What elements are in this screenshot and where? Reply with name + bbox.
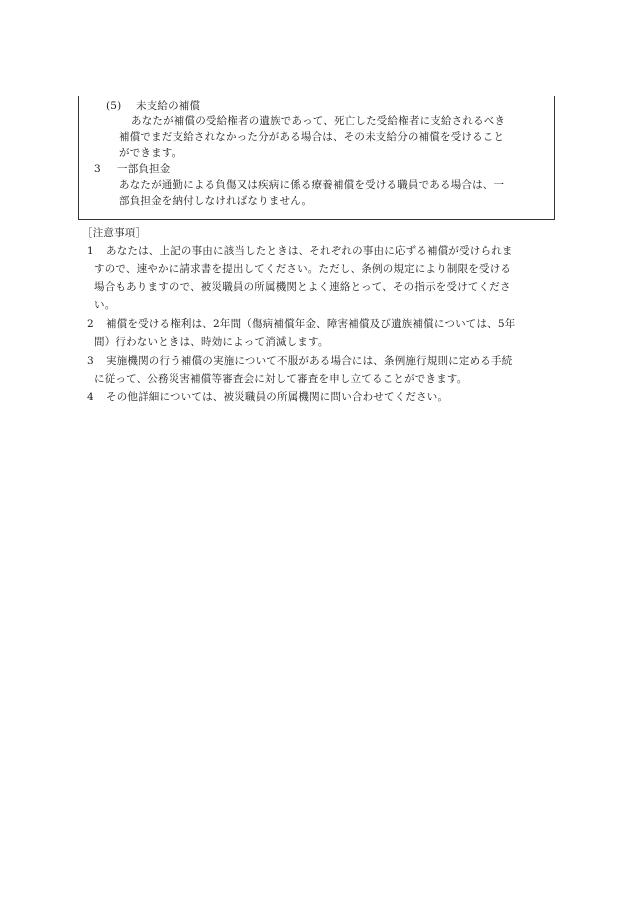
note3-text-line: に従って、公務災害補償等審査会に対して審査を申し立てることができます。 bbox=[94, 373, 468, 385]
note3-number: 3 bbox=[87, 355, 94, 367]
note2-number: 2 bbox=[87, 318, 94, 330]
note2-text-line: 間）行わないときは、時効によって消滅します。 bbox=[94, 336, 329, 348]
item5-number: (5) bbox=[106, 100, 122, 112]
item5-text-line: 補償でまだ支給されなかった分がある場合は、その未支給分の補償を受けること bbox=[119, 131, 505, 143]
note1-text-line: すので、速やかに請求書を提出してください。ただし、条例の規定により制限を受ける bbox=[94, 263, 512, 275]
item3-text-line: 部負担金を納付しなければなりません。 bbox=[119, 195, 313, 207]
notes-heading: ［注意事項］ bbox=[82, 227, 147, 239]
note2-text-line: 補償を受ける権利は、2年間（傷病補償年金、障害補償及び遺族補償については、5年 bbox=[106, 318, 516, 330]
item3-number: 3 bbox=[94, 163, 101, 175]
item5-text-line: ができます。 bbox=[119, 147, 183, 159]
note1-text-line: い。 bbox=[94, 299, 116, 311]
item3-text-line: あなたが通勤による負傷又は疾病に係る療養補償を受ける職員である場合は、一 bbox=[119, 179, 505, 191]
item5-title: 未支給の補償 bbox=[136, 100, 201, 112]
note1-text-line: 場合もありますので、被災職員の所属機関とよく連絡とって、その指示を受けてくださ bbox=[94, 281, 511, 293]
note4-number: 4 bbox=[87, 391, 94, 403]
item5-text-line: あなたが補償の受給権者の遺族であって、死亡した受給権者に支給されるべき bbox=[131, 115, 506, 127]
note1-number: 1 bbox=[87, 245, 94, 257]
item3-title: 一部負担金 bbox=[117, 163, 171, 175]
note4-text-line: その他詳細については、被災職員の所属機関に問い合わせてください。 bbox=[106, 391, 449, 403]
note1-text-line: あなたは、上記の事由に該当したときは、それぞれの事由に応ずる補償が受けられま bbox=[106, 245, 513, 257]
note3-text-line: 実施機関の行う補償の実施について不服がある場合には、条例施行規則に定める手続 bbox=[106, 355, 513, 367]
